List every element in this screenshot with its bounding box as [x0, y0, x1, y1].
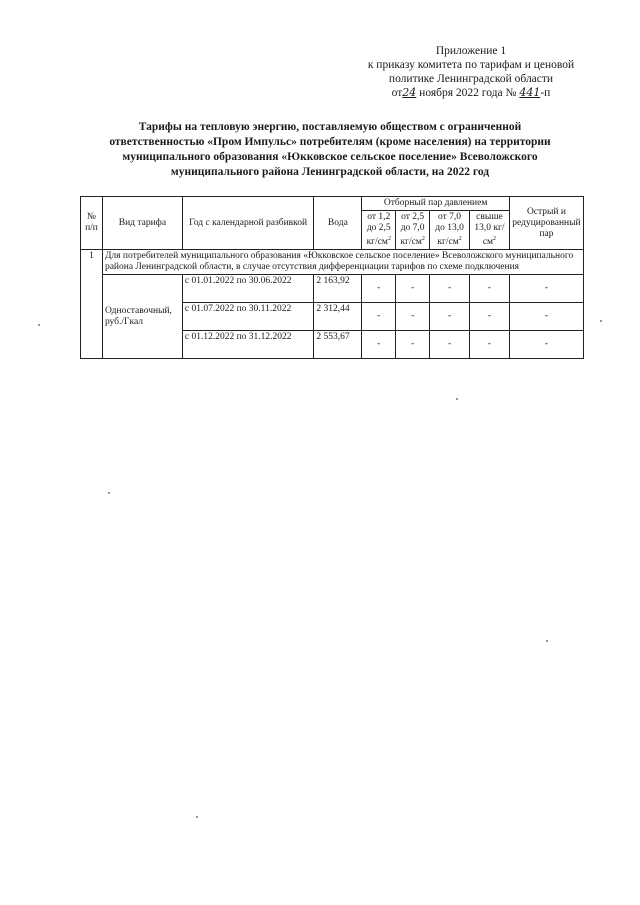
sharp-steam-cell: - — [509, 275, 583, 303]
water-cell: 2 163,92 — [314, 275, 362, 303]
appendix-line-1: Приложение 1 — [435, 45, 507, 57]
appendix-line-3: политике Ленинградской области — [388, 73, 554, 85]
header-row-1 — [81, 197, 584, 211]
appendix-block — [340, 44, 602, 100]
water-cell: 2 312,44 — [314, 303, 362, 331]
scan-speck — [196, 816, 198, 818]
header-steam-group: Отборный пар давлением — [362, 197, 510, 211]
scan-speck — [108, 492, 110, 494]
period-cell: с 01.01.2022 по 30.06.2022 — [182, 275, 314, 303]
order-number-handwritten: 441 — [519, 86, 541, 99]
scan-speck — [546, 640, 548, 642]
group-description: Для потребителей муниципального образования «Юкковское сельское поселение» Всеволожского муниципального района Ленинградской области, в случае отсутствия дифференциации тарифов по схеме подключения — [102, 250, 583, 275]
period-cell: с 01.12.2022 по 31.12.2022 — [182, 331, 314, 359]
steam-2-cell: - — [396, 275, 430, 303]
group-row — [81, 250, 584, 275]
header-water: Вода — [314, 197, 362, 250]
header-steam-3: от 7,0 до 13,0 $кг/см^2$ — [430, 211, 470, 250]
steam-4-cell: - — [469, 275, 509, 303]
date-day-handwritten: 24 — [402, 86, 417, 99]
water-cell: 2 553,67 — [314, 331, 362, 359]
tariff-table — [80, 196, 584, 359]
sharp-steam-cell: - — [509, 303, 583, 331]
scan-speck — [600, 320, 602, 322]
sharp-steam-cell: - — [509, 331, 583, 359]
date-middle: ноября 2022 года № — [416, 87, 520, 99]
scan-speck — [456, 398, 458, 400]
steam-3-cell: - — [430, 331, 470, 359]
steam-2-cell: - — [396, 303, 430, 331]
steam-1-cell: - — [362, 275, 396, 303]
appendix-line-2: к приказу комитета по тарифам и ценовой — [367, 59, 575, 71]
header-num: № п/п — [81, 197, 103, 250]
document-title: Тарифы на тепловую энергию, поставляемую обществом с ограниченной ответственностью «Пром Импульс» потребителям (кроме населения) на территории муниципального образования «Юкковское сельское поселение» Всеволожского муниципального района Ленинградской области, на 2022 год — [109, 121, 551, 178]
header-tariff-type: Вид тарифа — [102, 197, 182, 250]
steam-3-cell: - — [430, 303, 470, 331]
steam-3-cell: - — [430, 275, 470, 303]
row-number: 1 — [81, 250, 103, 359]
order-suffix: -п — [540, 87, 551, 99]
header-steam-4: свыше 13,0 $кг/см^2$ — [469, 211, 509, 250]
steam-2-cell: - — [396, 331, 430, 359]
period-cell: с 01.07.2022 по 30.11.2022 — [182, 303, 314, 331]
header-steam-1: от 1,2 до 2,5 $кг/см^2$ — [362, 211, 396, 250]
scan-speck — [38, 324, 40, 326]
header-year: Год с календарной разбивкой — [182, 197, 314, 250]
tariff-name: Одноставочный, руб./Гкал — [102, 275, 182, 359]
header-steam-2: от 2,5 до 7,0 $кг/см^2$ — [396, 211, 430, 250]
steam-4-cell: - — [469, 303, 509, 331]
appendix-date-line — [340, 86, 602, 100]
steam-1-cell: - — [362, 331, 396, 359]
steam-4-cell: - — [469, 331, 509, 359]
steam-1-cell: - — [362, 303, 396, 331]
date-prefix: от — [391, 87, 403, 99]
table-row — [81, 275, 584, 303]
header-sharp-steam: Острый и редуцированный пар — [509, 197, 583, 250]
